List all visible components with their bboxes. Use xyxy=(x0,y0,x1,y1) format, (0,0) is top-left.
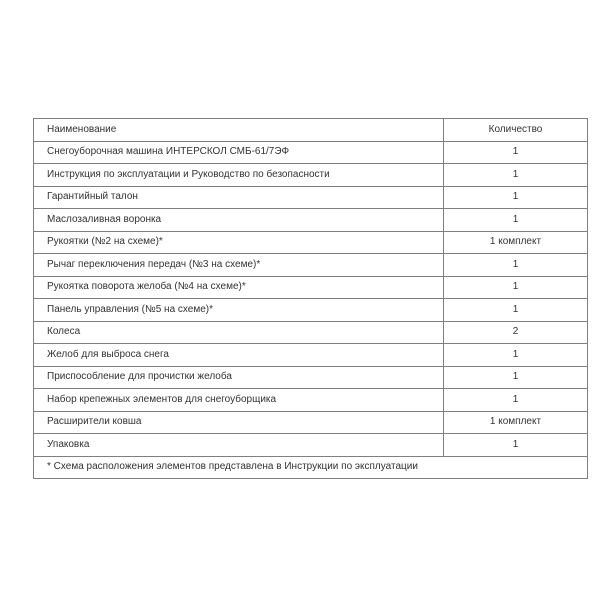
item-quantity: 1 xyxy=(444,366,588,389)
footnote-text: * Схема расположения элементов представлена в Инструкции по эксплуатации xyxy=(34,456,588,479)
contents-table xyxy=(33,118,588,479)
table-row xyxy=(34,186,588,209)
table-row xyxy=(34,164,588,187)
item-quantity: 1 комплект xyxy=(444,411,588,434)
table-row xyxy=(34,344,588,367)
item-name: Панель управления (№5 на схеме)* xyxy=(34,299,444,322)
item-name: Рукоятка поворота желоба (№4 на схеме)* xyxy=(34,276,444,299)
item-quantity: 1 xyxy=(444,389,588,412)
item-name: Рукоятки (№2 на схеме)* xyxy=(34,231,444,254)
table-row xyxy=(34,276,588,299)
table-row xyxy=(34,321,588,344)
table-row xyxy=(34,209,588,232)
table-row xyxy=(34,254,588,277)
item-name: Гарантийный талон xyxy=(34,186,444,209)
item-quantity: 1 xyxy=(444,209,588,232)
item-quantity: 1 комплект xyxy=(444,231,588,254)
item-name: Инструкция по эксплуатации и Руководство по безопасности xyxy=(34,164,444,187)
item-name: Желоб для выброса снега xyxy=(34,344,444,367)
header-quantity: Количество xyxy=(444,119,588,142)
footnote-row xyxy=(34,456,588,479)
table-row xyxy=(34,299,588,322)
item-quantity: 1 xyxy=(444,276,588,299)
item-name: Рычаг переключения передач (№3 на схеме)* xyxy=(34,254,444,277)
item-name: Маслозаливная воронка xyxy=(34,209,444,232)
item-quantity: 1 xyxy=(444,299,588,322)
item-quantity: 1 xyxy=(444,434,588,457)
table-row xyxy=(34,411,588,434)
item-name: Снегоуборочная машина ИНТЕРСКОЛ СМБ-61/7ЭФ xyxy=(34,141,444,164)
table-row xyxy=(34,231,588,254)
item-quantity: 1 xyxy=(444,164,588,187)
item-quantity: 1 xyxy=(444,141,588,164)
header-name: Наименование xyxy=(34,119,444,142)
item-name: Расширители ковша xyxy=(34,411,444,434)
item-name: Приспособление для прочистки желоба xyxy=(34,366,444,389)
item-quantity: 1 xyxy=(444,186,588,209)
table-row xyxy=(34,389,588,412)
item-name: Упаковка xyxy=(34,434,444,457)
item-quantity: 1 xyxy=(444,344,588,367)
item-quantity: 1 xyxy=(444,254,588,277)
table-row xyxy=(34,434,588,457)
item-name: Набор крепежных элементов для снегоуборщика xyxy=(34,389,444,412)
table-row xyxy=(34,141,588,164)
table-header-row xyxy=(34,119,588,142)
item-quantity: 2 xyxy=(444,321,588,344)
table-row xyxy=(34,366,588,389)
item-name: Колеса xyxy=(34,321,444,344)
